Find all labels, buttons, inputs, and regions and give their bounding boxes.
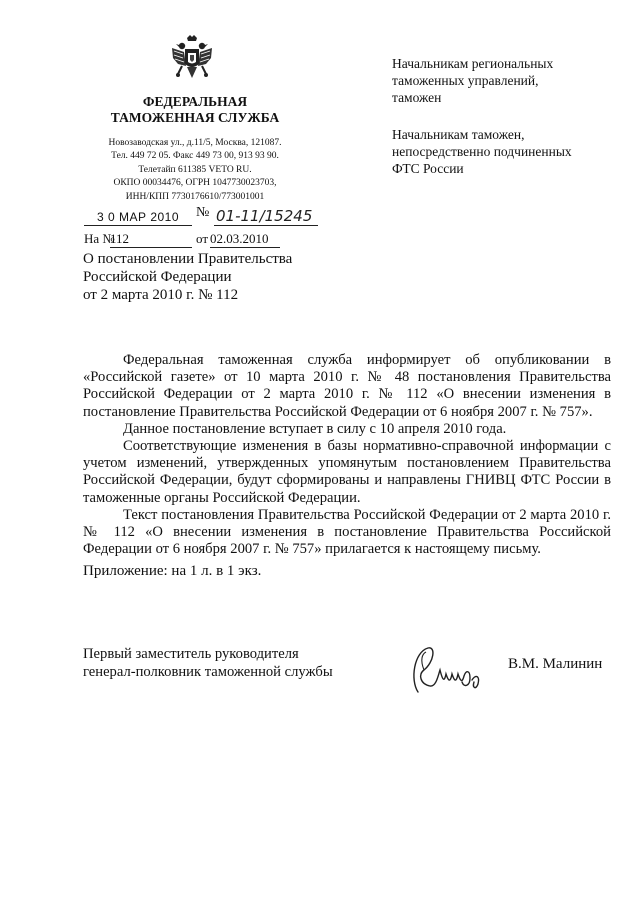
organization-name-line2: ТАМОЖЕННАЯ СЛУЖБА [110, 110, 280, 125]
phone-fax-line: Тел. 449 72 05. Факс 449 73 00, 913 93 90. [111, 151, 279, 162]
addressee-line: непосредственно подчиненных [392, 144, 572, 159]
addressee-line: ФТС России [392, 161, 464, 176]
addressee-block-regional [392, 55, 553, 106]
subject-line: О постановлении Правительства [83, 251, 293, 267]
address-line: Новозаводская ул., д.11/5, Москва, 121087. [108, 138, 282, 148]
signer-name: В.М. Малинин [508, 656, 603, 672]
coat-of-arms-icon [170, 34, 214, 84]
organization-details [70, 137, 320, 204]
registration-number-label: № [196, 205, 210, 220]
signer-title-line1: Первый заместитель руководителя [83, 646, 299, 662]
addressee-line: Начальникам таможен, [392, 127, 525, 142]
okpo-ogrn-line: ОКПО 00034476, ОГРН 1047730023703, [113, 178, 277, 189]
organization-name [100, 94, 290, 126]
body-paragraph: Федеральная таможенная служба информирует об опубликовании в «Российской газете» от 10 марта 2010 г. № 48 постановления Правительства Российской Федерации от 2 марта 2010 г. № 112 «О внесении изменения в постановление Правительства Российской Федерации от 6 ноября 2007 г. № 757». [83, 352, 611, 420]
appendix-note: Приложение: на 1 л. в 1 экз. [83, 563, 262, 579]
reference-date: 02.03.2010 [210, 231, 280, 248]
letter-subject [83, 250, 292, 304]
addressee-line: таможен [392, 90, 442, 105]
inn-kpp-line: ИНН/КПП 7730176610/773001001 [125, 191, 265, 202]
reference-number-label: На № [84, 231, 115, 246]
teletype-line: Телетайп 611385 VETO RU. [138, 164, 252, 175]
reference-number: 112 [110, 231, 192, 248]
registration-number [214, 207, 318, 226]
body-paragraph: Соответствующие изменения в базы нормативно-справочной информации с учетом изменений, утвержденных упомянутым постановлением Правительства Российской Федерации, будут сформированы и направлены ГНИВЦ ФТС России в таможенные органы Российской Федерации. [83, 438, 611, 506]
handwritten-signature [400, 640, 500, 700]
registration-number-text: 01-11/15245 [216, 207, 313, 225]
signer-title-line2: генерал-полковник таможенной службы [83, 664, 333, 680]
addressee-block-customs [392, 126, 572, 177]
subject-line: Российской Федерации [83, 269, 232, 285]
addressee-line: Начальникам региональных [392, 56, 554, 71]
letter-body [83, 352, 611, 558]
registration-date: 3 0 МАР 2010 [84, 207, 192, 226]
body-paragraph: Данное постановление вступает в силу с 10 апреля 2010 года. [123, 420, 507, 437]
body-paragraph: Текст постановления Правительства Российской Федерации от 2 марта 2010 г. № 112 «О внесении изменения в постановление Правительства Российской Федерации от 6 ноября 2007 г. № 757» прилагается к настоящему письму. [83, 506, 611, 558]
organization-name-line1: ФЕДЕРАЛЬНАЯ [142, 94, 248, 109]
addressee-line: таможенных управлений, [392, 73, 539, 88]
signer-title [83, 645, 333, 681]
subject-line: от 2 марта 2010 г. № 112 [83, 287, 239, 303]
reference-date-label: от [196, 231, 209, 246]
